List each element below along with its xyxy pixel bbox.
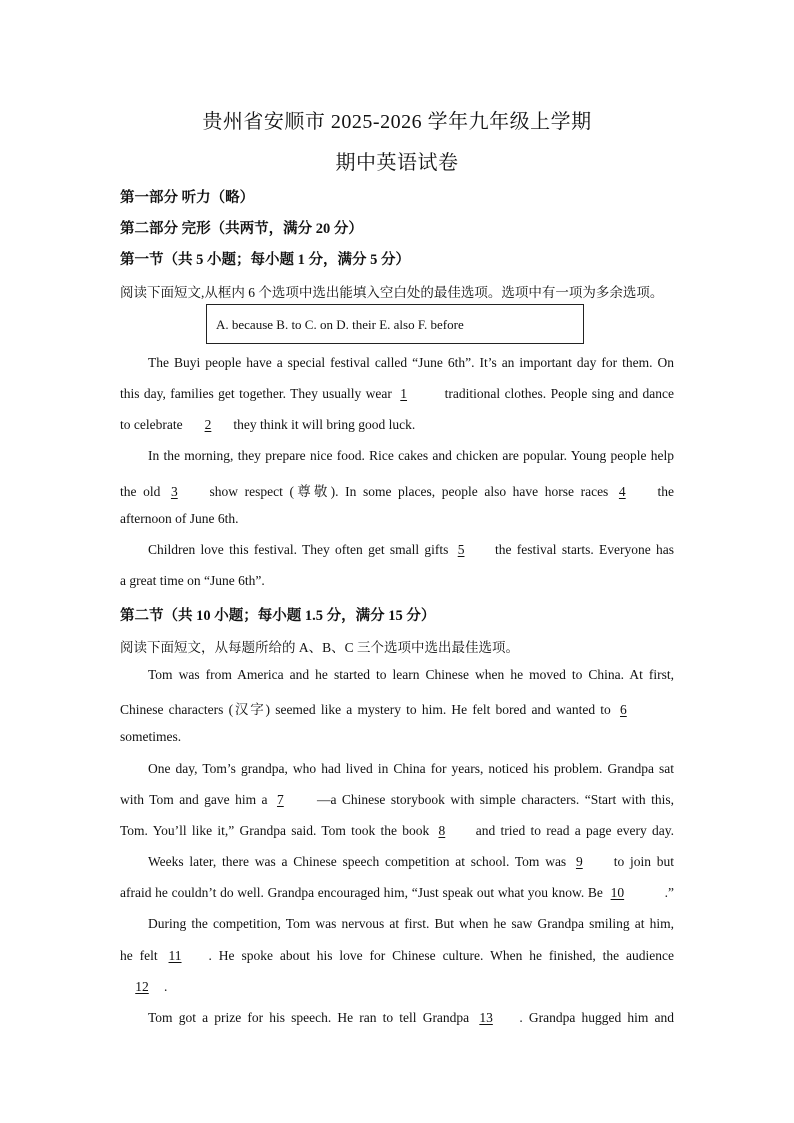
passage2-line: Tom got a prize for his speech. He ran to tell Grandpa 13 . Grandpa hugged him and bbox=[148, 1010, 674, 1025]
blank-1[interactable]: 1 bbox=[400, 386, 408, 401]
blank-2[interactable]: 2 bbox=[204, 417, 212, 432]
blank-12[interactable]: 12 bbox=[135, 979, 149, 994]
blank-9[interactable]: 9 bbox=[575, 854, 583, 869]
exam-title: 贵州省安顺市 2025-2026 学年九年级上学期 bbox=[202, 111, 592, 133]
blank-4[interactable]: 4 bbox=[618, 484, 626, 499]
passage1-line: The Buyi people have a special festival called “June 6th”. It’s an important day for them. On bbox=[148, 355, 674, 370]
passage2-line: During the competition, Tom was nervous at first. But when he saw Grandpa smiling at him, bbox=[148, 916, 674, 931]
passage1-line: Children love this festival. They often get small gifts 5 the festival starts. Everyone has bbox=[148, 542, 675, 557]
part1-heading: 第一部分 听力（略） bbox=[120, 190, 255, 206]
passage2-line: One day, Tom’s grandpa, who had lived in China for years, noticed his problem. Grandpa sat bbox=[148, 761, 674, 776]
blank-7[interactable]: 7 bbox=[276, 792, 284, 807]
blank-8[interactable]: 8 bbox=[438, 823, 446, 838]
options-box: A. because B. to C. on D. their E. also F. before bbox=[206, 304, 584, 344]
blank-5[interactable]: 5 bbox=[457, 542, 465, 557]
passage2-line: sometimes. bbox=[120, 729, 182, 744]
passage2-line: Weeks later, there was a Chinese speech competition at school. Tom was 9 to join but bbox=[148, 854, 674, 869]
blank-11[interactable]: 11 bbox=[168, 948, 182, 963]
blank-3[interactable]: 3 bbox=[170, 484, 178, 499]
section2-instruction: 阅读下面短文，从每题所给的 A、B、C 三个选项中选出最佳选项。 bbox=[120, 640, 520, 655]
part2-heading: 第二部分 完形（共两节，满分 20 分） bbox=[120, 221, 363, 237]
passage1-line: the old 3 show respect (尊敬). In some places, people also have horse races 4 the bbox=[120, 484, 675, 499]
passage1-line: a great time on “June 6th”. bbox=[120, 573, 265, 588]
passage2-line: Chinese characters (汉字) seemed like a mystery to him. He felt bored and wanted to 6 bbox=[120, 698, 674, 718]
section1-instruction: 阅读下面短文,从框内 6 个选项中选出能填入空白处的最佳选项。选项中有一项为多余选项。 bbox=[120, 285, 664, 300]
blank-10[interactable]: 10 bbox=[610, 885, 625, 900]
section2-heading: 第二节（共 10 小题；每小题 1.5 分，满分 15 分） bbox=[120, 608, 436, 624]
passage2-line: Tom. You’ll like it,” Grandpa said. Tom took the book 8 and tried to read a page every day. bbox=[120, 823, 674, 838]
passage1-line: In the morning, they prepare nice food. Rice cakes and chicken are popular. Young people help bbox=[148, 448, 674, 463]
blank-6[interactable]: 6 bbox=[620, 702, 627, 717]
passage1-line: this day, families get together. They usually wear 1 traditional clothes. People sing and dance bbox=[120, 386, 675, 401]
passage2-line: Tom was from America and he started to learn Chinese when he moved to China. At first, bbox=[148, 667, 674, 682]
exam-subtitle: 期中英语试卷 bbox=[335, 152, 459, 174]
section1-heading: 第一节（共 5 小题；每小题 1 分，满分 5 分） bbox=[120, 252, 410, 268]
passage2-line: with Tom and gave him a 7 —a Chinese storybook with simple characters. “Start with this, bbox=[120, 792, 675, 807]
passage2-line: 12 . bbox=[120, 979, 674, 995]
passage1-line: to celebrate 2 they think it will bring good luck. bbox=[120, 417, 416, 432]
blank-13[interactable]: 13 bbox=[479, 1010, 493, 1025]
passage2-line: afraid he couldn’t do well. Grandpa encouraged him, “Just speak out what you know. Be 10 .” bbox=[120, 885, 674, 900]
passage2-line: he felt 11 . He spoke about his love for Chinese culture. When he finished, the audience bbox=[120, 948, 674, 963]
passage1-line: afternoon of June 6th. bbox=[120, 511, 239, 526]
